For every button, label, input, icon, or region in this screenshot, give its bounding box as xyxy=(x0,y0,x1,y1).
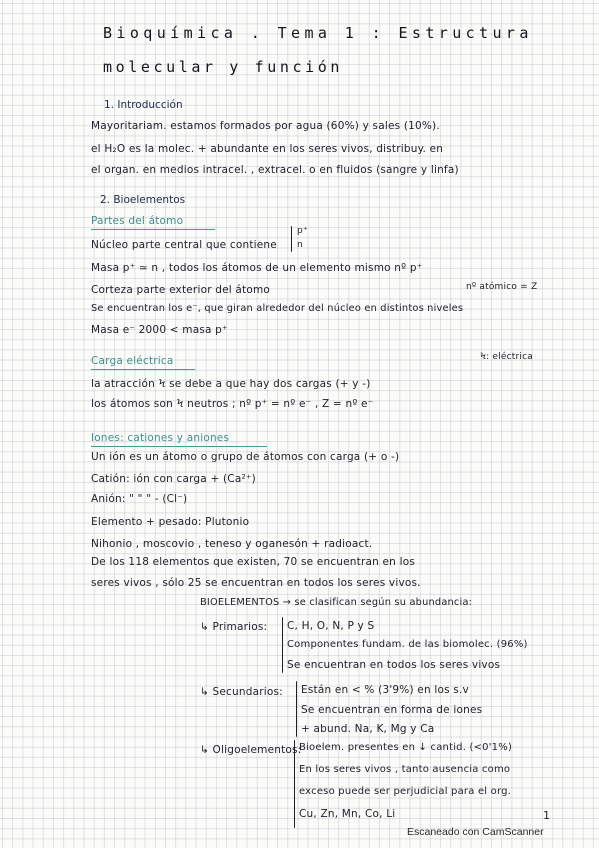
oligo-item: Cu, Zn, Mn, Co, Li xyxy=(299,808,396,820)
teal-underline xyxy=(91,446,267,447)
ions-line: Catión: ión con carga + (Ca²⁺) xyxy=(91,473,256,485)
nucleus-proton: p⁺ xyxy=(297,226,308,236)
ions-line: Anión: " " " - (Cl⁻) xyxy=(91,493,188,505)
atomic-number-note: nº atómico = Z xyxy=(466,282,538,292)
ions-heading: Iones: cationes y aniones xyxy=(91,432,230,444)
page-number: 1 xyxy=(543,809,550,822)
electrons-line: Se encuentran los e⁻, que giran alrededor del núcleo en distintos niveles xyxy=(91,303,464,314)
scanner-watermark: Escaneado con CamScanner xyxy=(407,826,544,838)
ions-line: Nihonio , moscovio , teneso y oganesón + radioact. xyxy=(91,538,373,550)
bioelements-intro: BIOELEMENTOS → se clasifican según su abundancia: xyxy=(200,597,473,608)
charge-side-note: Ϟ: eléctrica xyxy=(480,352,533,362)
atom-parts-heading: Partes del átomo xyxy=(91,215,184,227)
mass-line: Masa p⁺ ≃ n , todos los átomos de un elemento mismo nº p⁺ xyxy=(91,262,423,274)
oligo-item: En los seres vivos , tanto ausencia como xyxy=(299,764,511,775)
oligo-item: exceso puede ser perjudicial para el org. xyxy=(299,786,512,797)
section1-heading: 1. Introducción xyxy=(104,99,183,111)
brace xyxy=(291,226,292,252)
ions-line: Elemento + pesado: Plutonio xyxy=(91,516,250,528)
nucleus-neutron: n xyxy=(297,240,303,250)
primary-label: ↳ Primarios: xyxy=(200,621,268,633)
brace xyxy=(296,681,297,737)
oligo-label: ↳ Oligoelementos: xyxy=(200,744,302,756)
secondary-item: Se encuentran en forma de iones xyxy=(301,704,483,716)
section1-line: el organ. en medios intracel. , extracel. o en fluidos (sangre y linfa) xyxy=(91,164,459,176)
section1-line: el H₂O es la molec. + abundante en los seres vivos, distribuy. en xyxy=(91,143,444,155)
ions-line: seres vivos , sólo 25 se encuentran en todos los seres vivos. xyxy=(91,577,421,589)
secondary-item: Están en < % (3'9%) en los s.v xyxy=(301,684,469,696)
electron-mass-line: Masa e⁻ 2000 < masa p⁺ xyxy=(91,324,228,336)
secondary-item: + abund. Na, K, Mg y Ca xyxy=(301,723,435,735)
ions-line: De los 118 elementos que existen, 70 se encuentran en los xyxy=(91,556,415,568)
charge-line: los átomos son Ϟ neutros ; nº p⁺ = nº e⁻ , Z = nº e⁻ xyxy=(91,398,374,410)
page-title-line1: Bioquímica . Tema 1 : Estructura xyxy=(103,24,533,42)
brace xyxy=(282,617,283,673)
teal-underline xyxy=(91,229,215,230)
charge-heading: Carga eléctrica xyxy=(91,355,174,367)
page-title-line2: molecular y función xyxy=(103,58,343,76)
charge-line: la atracción Ϟ se debe a que hay dos cargas (+ y -) xyxy=(91,378,371,390)
primary-item: Se encuentran en todos los seres vivos xyxy=(287,659,501,671)
ions-line: Un ión es un átomo o grupo de átomos con carga (+ o -) xyxy=(91,451,400,463)
section1-line: Mayoritariam. estamos formados por agua (60%) y sales (10%). xyxy=(91,120,440,132)
section2-heading: 2. Bioelementos xyxy=(100,194,186,206)
primary-item: Componentes fundam. de las biomolec. (96%) xyxy=(287,639,528,650)
teal-underline xyxy=(91,369,195,370)
secondary-label: ↳ Secundarios: xyxy=(200,686,283,698)
brace xyxy=(294,740,295,828)
nucleus-line: Núcleo parte central que contiene xyxy=(91,239,277,251)
primary-item: C, H, O, N, P y S xyxy=(287,620,375,632)
cortex-line: Corteza parte exterior del átomo xyxy=(91,284,271,296)
oligo-item: Bioelem. presentes en ↓ cantid. (<0'1%) xyxy=(299,742,513,753)
